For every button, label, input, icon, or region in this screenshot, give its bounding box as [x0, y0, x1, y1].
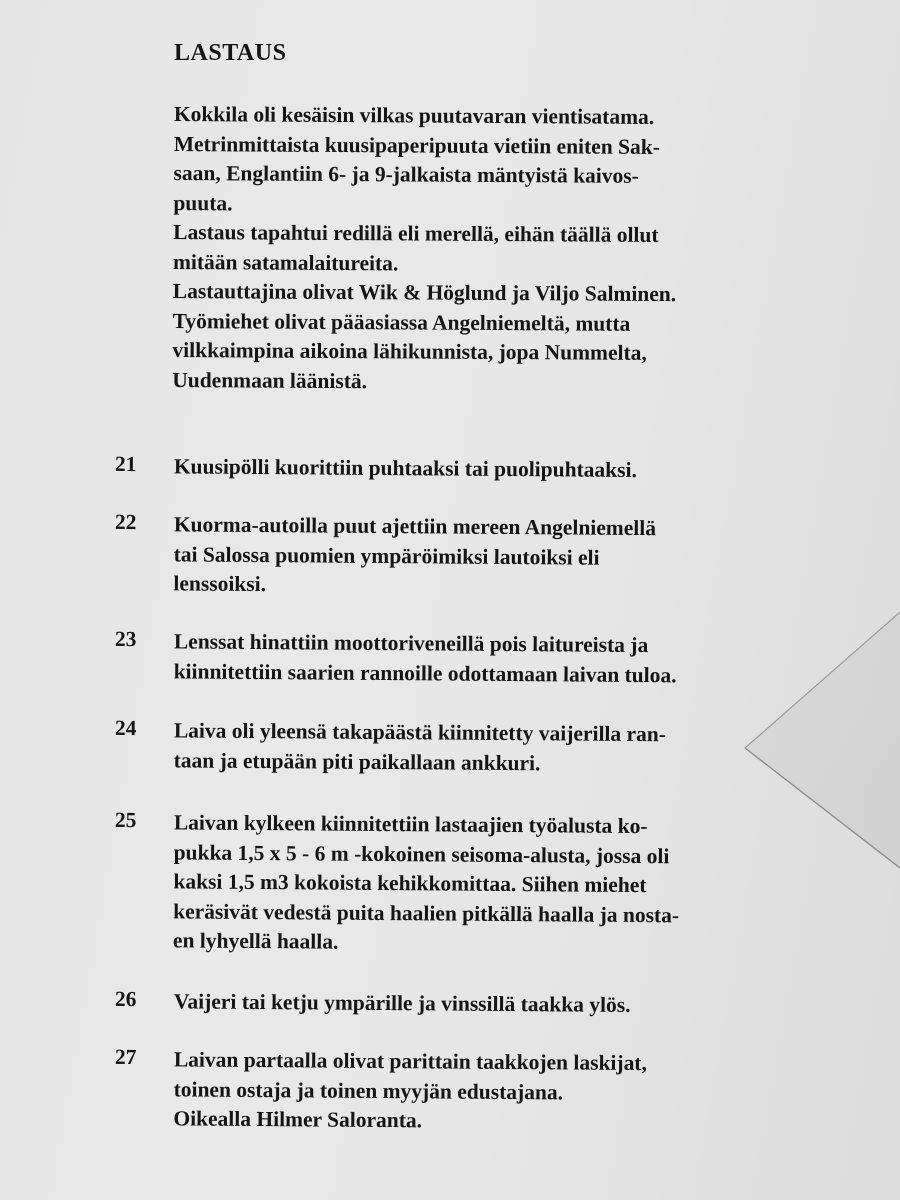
item-line: Kuorma-autoilla puut ajettiin mereen Angelniemellä	[173, 512, 657, 541]
intro-line: Kokkila oli kesäisin vilkas puutavaran vientisatama.	[173, 101, 655, 129]
caption-item-22	[0, 509, 900, 597]
item-number: 21	[114, 451, 137, 477]
item-line: taan ja etupään piti paikallaan ankkuri.	[173, 747, 541, 775]
item-line: Kuusipölli kuorittiin puhtaaksi tai puolipuhtaaksi.	[173, 454, 638, 483]
item-text	[174, 452, 814, 487]
caption-item-21	[0, 451, 900, 483]
intro-line: Uudenmaan läänistä.	[172, 367, 368, 393]
intro-line: Työmiehet olivat pääasiassa Angelniemeltä, mutta	[172, 308, 631, 336]
item-line: keräsivät vedestä puita haalien pitkällä haalla ja nosta-	[173, 898, 680, 927]
item-line: en lyhyellä haalla.	[172, 928, 339, 954]
document-title: LASTAUS	[174, 40, 287, 66]
intro-line: Metrinmittaista kuusipaperipuuta vietiin eniten Sak-	[173, 131, 660, 159]
intro-line: Lastauttajina olivat Wik & Höglund ja Viljo Salminen.	[172, 278, 677, 307]
item-line: pukka 1,5 x 5 - 6 m -kokoinen seisoma-alusta, jossa oli	[173, 839, 670, 868]
item-number: 27	[114, 1044, 137, 1070]
item-line: lenssoiksi.	[173, 571, 267, 597]
item-number: 23	[114, 626, 137, 652]
item-line: Vaijeri tai ketju ympärille ja vinssillä taakka ylös.	[173, 989, 631, 1017]
intro-paragraph	[172, 100, 814, 399]
item-text	[173, 510, 814, 604]
item-line: toinen ostaja ja toinen myyjän edustajana.	[173, 1076, 564, 1104]
item-line: Laivan kylkeen kiinnitettiin lastaajien työalusta ko-	[173, 810, 648, 839]
caption-item-27	[0, 1044, 900, 1133]
item-number: 22	[114, 509, 137, 535]
item-line: Lenssat hinattiin moottoriveneillä pois laitureista ja	[173, 629, 649, 658]
caption-item-26	[0, 986, 900, 1017]
item-line: Laiva oli yleensä takapäästä kiinnitetty vaijerilla ran-	[173, 718, 667, 747]
intro-line: Lastaus tapahtui redillä eli merellä, eihän täällä ollut	[173, 219, 659, 247]
item-number: 24	[114, 715, 137, 741]
item-line: kaksi 1,5 m3 kokoista kehikkomittaa. Siihen miehet	[173, 869, 647, 898]
caption-item-23	[0, 626, 900, 687]
item-line: Laivan partaalla olivat parittain taakkojen laskijat,	[173, 1047, 648, 1076]
item-line: kiinnitettiin saarien rannoille odottamaan laivan tuloa.	[173, 658, 677, 687]
item-number: 25	[114, 807, 137, 833]
intro-line: puuta.	[173, 190, 233, 215]
intro-line: mitään satamalaitureita.	[172, 249, 399, 275]
item-line: tai Salossa puomien ympäröimiksi lautoiksi eli	[173, 541, 600, 570]
item-text	[174, 627, 814, 691]
intro-line: vilkkaimpina aikoina lähikunnista, jopa Nummelta,	[172, 337, 647, 365]
caption-item-25	[0, 807, 900, 954]
item-number: 26	[114, 986, 137, 1012]
item-text	[173, 1045, 814, 1139]
item-line: Oikealla Hilmer Saloranta.	[173, 1106, 423, 1133]
item-text	[173, 808, 814, 961]
item-text	[174, 716, 814, 780]
intro-line: saan, Englantiin 6- ja 9-jalkaista mäntyistä kaivos-	[173, 160, 639, 188]
caption-item-24	[0, 715, 900, 775]
item-text	[174, 987, 814, 1022]
